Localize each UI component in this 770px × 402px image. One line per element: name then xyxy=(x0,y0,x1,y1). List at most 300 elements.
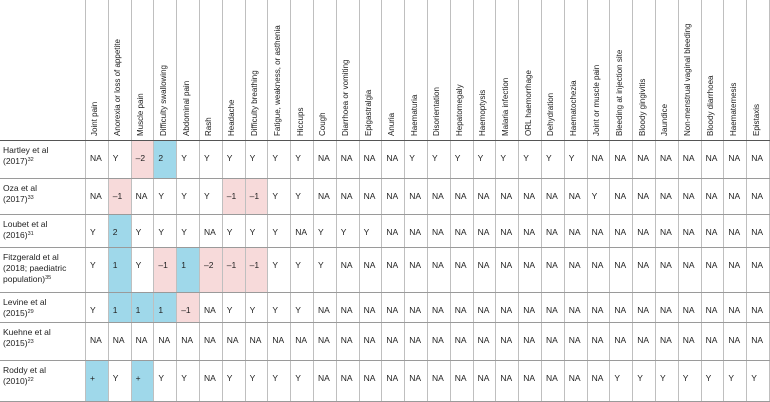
table-cell xyxy=(313,214,336,247)
cell-value: NA xyxy=(637,335,649,345)
cell-value: NA xyxy=(751,305,763,315)
table-cell xyxy=(381,322,404,360)
study-label-line: Roddy et al xyxy=(3,365,46,375)
table-cell xyxy=(176,140,199,178)
cell-value: NA xyxy=(477,373,490,383)
cell-value: NA xyxy=(568,227,581,237)
table-cell xyxy=(404,140,427,178)
column-header xyxy=(336,0,359,140)
column-header xyxy=(245,0,268,140)
cell-value: NA xyxy=(454,305,467,315)
table-cell xyxy=(564,178,587,214)
cell-value: Y xyxy=(112,153,119,163)
study-reference: 23 xyxy=(27,339,34,345)
cell-value: NA xyxy=(409,335,421,345)
cell-value: NA xyxy=(705,191,718,201)
cell-value: NA xyxy=(181,335,193,345)
cell-value: Y xyxy=(295,191,301,201)
column-header-label: Epistaxis xyxy=(751,103,761,136)
cell-value: NA xyxy=(637,227,649,237)
cell-value: Y xyxy=(112,373,119,383)
table-cell xyxy=(176,247,199,292)
cell-value: NA xyxy=(682,153,695,163)
cell-value: NA xyxy=(432,335,444,345)
table-cell xyxy=(450,292,473,322)
column-header xyxy=(404,0,427,140)
column-header xyxy=(587,0,610,140)
table-cell xyxy=(359,322,382,360)
column-header xyxy=(495,0,518,140)
study-reference: 32 xyxy=(27,157,34,163)
cell-value: Y xyxy=(249,227,256,237)
cell-value: –2 xyxy=(135,153,146,163)
cell-value: Y xyxy=(340,227,347,237)
cell-value: NA xyxy=(682,260,695,270)
table-cell xyxy=(404,322,427,360)
column-header-label: Bloody gingivitis xyxy=(637,78,647,136)
cell-value: –1 xyxy=(249,260,260,270)
table-cell xyxy=(701,247,724,292)
table-cell xyxy=(176,322,199,360)
column-header-label: Hepatomegaly xyxy=(455,84,465,136)
table-cell xyxy=(267,178,290,214)
table-cell xyxy=(222,247,245,292)
table-cell xyxy=(359,140,382,178)
cell-value: NA xyxy=(454,373,467,383)
table-cell xyxy=(290,247,313,292)
cell-value: NA xyxy=(340,373,353,383)
table-cell xyxy=(381,214,404,247)
column-header xyxy=(313,0,336,140)
cell-value: NA xyxy=(546,227,558,237)
table-cell xyxy=(290,178,313,214)
table-cell xyxy=(518,322,541,360)
column-header-label: Disorientation xyxy=(432,87,442,136)
table-cell xyxy=(313,322,336,360)
cell-value: NA xyxy=(751,260,763,270)
cell-value: NA xyxy=(204,305,216,315)
cell-value: Y xyxy=(728,373,735,383)
study-label xyxy=(3,219,47,241)
table-cell xyxy=(746,178,769,214)
table-cell xyxy=(131,292,154,322)
column-header-label: Headache xyxy=(227,99,237,136)
table-cell xyxy=(359,360,382,402)
cell-value: NA xyxy=(546,335,558,345)
cell-value: Y xyxy=(682,373,689,383)
table-cell xyxy=(701,322,724,360)
table-cell xyxy=(222,322,245,360)
column-header-label: Haematemesis xyxy=(728,82,738,136)
table-cell xyxy=(85,360,108,402)
table-cell xyxy=(222,292,245,322)
column-header-label: ORL haemorrhage xyxy=(523,70,533,136)
table-cell xyxy=(153,322,176,360)
column-header xyxy=(267,0,290,140)
cell-value: NA xyxy=(591,227,604,237)
cell-value: Y xyxy=(249,373,256,383)
study-label-line: (2010) xyxy=(3,376,28,386)
cell-value: NA xyxy=(454,335,467,345)
table-cell xyxy=(632,178,655,214)
table-cell xyxy=(746,247,769,292)
table-cell xyxy=(723,322,746,360)
cell-value: NA xyxy=(728,227,741,237)
table-cell xyxy=(267,360,290,402)
cell-value: NA xyxy=(637,260,649,270)
study-label xyxy=(3,297,46,319)
cell-value: NA xyxy=(660,260,672,270)
cell-value: Y xyxy=(272,227,279,237)
table-cell xyxy=(450,322,473,360)
table-cell xyxy=(245,322,268,360)
column-header-label: Bloody diarrhoea xyxy=(705,75,715,136)
table-cell xyxy=(245,140,268,178)
cell-value: NA xyxy=(500,260,513,270)
study-label-line: (2017) xyxy=(3,156,28,166)
table-cell xyxy=(222,140,245,178)
cell-value: NA xyxy=(477,227,490,237)
cell-value: NA xyxy=(568,373,581,383)
column-header xyxy=(359,0,382,140)
cell-value: NA xyxy=(546,305,558,315)
table-cell xyxy=(746,360,769,402)
table-cell xyxy=(222,360,245,402)
table-cell xyxy=(131,178,154,214)
cell-value: NA xyxy=(386,305,399,315)
cell-value: NA xyxy=(386,373,399,383)
column-header xyxy=(678,0,701,140)
table-cell xyxy=(427,322,450,360)
cell-value: –1 xyxy=(226,260,237,270)
cell-value: NA xyxy=(591,373,604,383)
cell-value: Y xyxy=(226,305,233,315)
cell-value: NA xyxy=(386,260,399,270)
cell-value: Y xyxy=(158,191,165,201)
cell-value: NA xyxy=(546,373,558,383)
table-cell xyxy=(199,322,222,360)
column-header xyxy=(427,0,450,140)
table-cell xyxy=(199,360,222,402)
cell-value: Y xyxy=(181,153,187,163)
table-cell xyxy=(564,322,587,360)
cell-value: NA xyxy=(226,335,239,345)
column-header-label: Abdominal pain xyxy=(181,80,191,136)
column-header-label: Joint or muscle pain xyxy=(591,64,601,136)
cell-value: NA xyxy=(682,227,695,237)
cell-value: Y xyxy=(614,373,621,383)
cell-value: –1 xyxy=(112,191,123,201)
cell-value: 2 xyxy=(112,227,118,237)
cell-value: NA xyxy=(614,305,627,315)
column-header-label: Difficulty breathing xyxy=(249,70,259,136)
cell-value: NA xyxy=(728,260,741,270)
cell-value: Y xyxy=(295,260,301,270)
table-cell xyxy=(701,214,724,247)
study-label xyxy=(3,183,37,205)
table-cell xyxy=(450,140,473,178)
column-header-label: Muscle pain xyxy=(135,93,145,136)
cell-value: NA xyxy=(637,153,649,163)
cell-value: NA xyxy=(90,153,102,163)
table-cell xyxy=(587,322,610,360)
cell-value: NA xyxy=(386,227,399,237)
column-header xyxy=(564,0,587,140)
table-cell xyxy=(655,247,678,292)
table-cell xyxy=(609,292,632,322)
cell-value: Y xyxy=(181,373,187,383)
table-cell xyxy=(518,247,541,292)
column-header xyxy=(609,0,632,140)
cell-value: NA xyxy=(568,260,581,270)
table-cell xyxy=(632,322,655,360)
column-header xyxy=(450,0,473,140)
table-cell xyxy=(313,292,336,322)
cell-value: NA xyxy=(318,305,330,315)
column-header-label: Malaria infection xyxy=(500,77,510,136)
cell-value: NA xyxy=(363,191,376,201)
cell-value: NA xyxy=(363,153,376,163)
table-cell xyxy=(176,214,199,247)
cell-value: NA xyxy=(523,373,535,383)
table-cell xyxy=(473,322,496,360)
table-cell xyxy=(587,292,610,322)
table-cell xyxy=(541,360,564,402)
cell-value: Y xyxy=(249,305,256,315)
table-cell xyxy=(495,360,518,402)
table-cell xyxy=(199,214,222,247)
table-cell xyxy=(404,178,427,214)
cell-value: NA xyxy=(568,305,581,315)
cell-value: Y xyxy=(181,191,187,201)
cell-value: NA xyxy=(682,305,695,315)
table-cell xyxy=(381,140,404,178)
study-label-line: (2016) xyxy=(3,230,28,240)
cell-value: NA xyxy=(295,335,307,345)
table-cell xyxy=(245,292,268,322)
cell-value: NA xyxy=(500,227,513,237)
cell-value: NA xyxy=(568,191,581,201)
table-cell xyxy=(632,247,655,292)
cell-value: NA xyxy=(523,305,535,315)
table-cell xyxy=(541,247,564,292)
cell-value: NA xyxy=(500,305,513,315)
column-header-label: Joint pain xyxy=(90,101,100,136)
study-reference: 29 xyxy=(27,309,34,315)
table-cell xyxy=(199,178,222,214)
column-header-label: Bleeding at injection site xyxy=(614,49,624,136)
cell-value: NA xyxy=(477,335,490,345)
table-cell xyxy=(336,140,359,178)
cell-value: NA xyxy=(614,335,627,345)
cell-value: NA xyxy=(158,335,171,345)
cell-value: Y xyxy=(158,227,165,237)
table-cell xyxy=(381,292,404,322)
cell-value: Y xyxy=(660,373,666,383)
table-cell xyxy=(609,322,632,360)
study-reference: 33 xyxy=(27,195,34,201)
column-header xyxy=(655,0,678,140)
study-reference: 31 xyxy=(27,231,34,237)
study-label-line: Hartley et al xyxy=(3,145,49,155)
study-label xyxy=(3,252,66,285)
column-header xyxy=(381,0,404,140)
table-cell xyxy=(564,360,587,402)
table-cell xyxy=(199,140,222,178)
column-header-label: Rash xyxy=(204,117,214,136)
table-cell xyxy=(541,292,564,322)
column-header-label: Epigastralgia xyxy=(363,89,373,136)
table-cell xyxy=(564,247,587,292)
study-label-line: Loubet et al xyxy=(3,219,48,229)
table-cell xyxy=(176,178,199,214)
table-cell xyxy=(678,360,701,402)
table-cell xyxy=(290,140,313,178)
cell-value: NA xyxy=(591,260,604,270)
table-cell xyxy=(541,214,564,247)
column-header xyxy=(473,0,496,140)
table-cell xyxy=(587,140,610,178)
table-cell xyxy=(473,140,496,178)
cell-value: NA xyxy=(614,227,627,237)
table-cell xyxy=(381,178,404,214)
table-cell xyxy=(632,140,655,178)
table-cell xyxy=(564,140,587,178)
table-cell xyxy=(518,140,541,178)
column-header xyxy=(290,0,313,140)
cell-value: NA xyxy=(432,305,444,315)
table-cell xyxy=(336,360,359,402)
cell-value: Y xyxy=(500,153,507,163)
cell-value: NA xyxy=(660,227,672,237)
table-cell xyxy=(290,322,313,360)
column-header xyxy=(199,0,222,140)
cell-value: NA xyxy=(682,335,695,345)
cell-value: 1 xyxy=(181,260,186,270)
table-cell xyxy=(564,214,587,247)
table-cell xyxy=(701,292,724,322)
table-cell xyxy=(267,292,290,322)
cell-value: Y xyxy=(135,260,142,270)
cell-value: NA xyxy=(454,227,467,237)
column-header-label: Anuria xyxy=(386,112,396,136)
table-cell xyxy=(518,360,541,402)
table-cell xyxy=(518,292,541,322)
cell-value: NA xyxy=(204,335,216,345)
cell-value: NA xyxy=(614,191,627,201)
table-cell xyxy=(746,214,769,247)
table-cell xyxy=(678,292,701,322)
table-cell xyxy=(245,214,268,247)
column-header-label: Difficulty swallowing xyxy=(158,65,168,136)
column-header xyxy=(131,0,154,140)
table-cell xyxy=(518,178,541,214)
table-cell xyxy=(108,247,131,292)
cell-value: NA xyxy=(318,191,330,201)
table-cell xyxy=(746,140,769,178)
cell-value: NA xyxy=(660,153,672,163)
table-cell xyxy=(359,178,382,214)
cell-value: NA xyxy=(432,373,444,383)
table-cell xyxy=(267,140,290,178)
cell-value: NA xyxy=(637,305,649,315)
cell-value: NA xyxy=(523,260,535,270)
cell-value: Y xyxy=(705,373,712,383)
table-cell xyxy=(267,322,290,360)
table-cell xyxy=(495,178,518,214)
column-header-label: Dehydration xyxy=(546,92,556,136)
table-cell xyxy=(85,292,108,322)
study-reference: 22 xyxy=(27,377,34,383)
cell-value: NA xyxy=(409,260,421,270)
cell-value: Y xyxy=(158,373,165,383)
cell-value: –1 xyxy=(249,191,260,201)
cell-value: Y xyxy=(409,153,415,163)
cell-value: NA xyxy=(363,260,376,270)
column-header xyxy=(541,0,564,140)
cell-value: NA xyxy=(386,191,399,201)
table-cell xyxy=(108,178,131,214)
cell-value: Y xyxy=(135,227,142,237)
table-cell xyxy=(336,178,359,214)
table-cell xyxy=(108,292,131,322)
cell-value: NA xyxy=(728,305,741,315)
cell-value: Y xyxy=(181,227,187,237)
cell-value: Y xyxy=(272,191,279,201)
study-label-line: (2015) xyxy=(3,338,28,348)
cell-value: NA xyxy=(409,227,421,237)
table-cell xyxy=(587,214,610,247)
cell-value: Y xyxy=(272,373,279,383)
study-label-line: Oza et al xyxy=(3,183,38,193)
table-cell xyxy=(176,360,199,402)
cell-value: NA xyxy=(409,373,421,383)
table-cell xyxy=(723,360,746,402)
cell-value: NA xyxy=(682,191,695,201)
table-cell xyxy=(655,178,678,214)
table-cell xyxy=(290,214,313,247)
cell-value: NA xyxy=(637,191,649,201)
table-cell xyxy=(427,360,450,402)
column-header xyxy=(518,0,541,140)
table-cell xyxy=(495,247,518,292)
cell-value: NA xyxy=(454,260,467,270)
cell-value: NA xyxy=(500,373,513,383)
table-cell xyxy=(85,322,108,360)
table-cell xyxy=(678,214,701,247)
table-cell xyxy=(678,140,701,178)
cell-value: NA xyxy=(340,305,353,315)
table-cell xyxy=(541,322,564,360)
study-label-line: Kuehne et al xyxy=(3,327,51,337)
table-cell xyxy=(381,360,404,402)
cell-value: NA xyxy=(705,335,718,345)
table-cell xyxy=(176,292,199,322)
table-cell xyxy=(632,214,655,247)
column-header-label: Haemoptysis xyxy=(477,89,487,136)
cell-value: Y xyxy=(295,305,301,315)
column-header xyxy=(85,0,108,140)
cell-value: NA xyxy=(409,305,421,315)
cell-value: Y xyxy=(204,191,210,201)
table-cell xyxy=(473,214,496,247)
table-cell xyxy=(587,360,610,402)
cell-value: NA xyxy=(386,335,399,345)
table-cell xyxy=(267,247,290,292)
table-cell xyxy=(359,247,382,292)
table-cell xyxy=(541,140,564,178)
table-cell xyxy=(746,322,769,360)
